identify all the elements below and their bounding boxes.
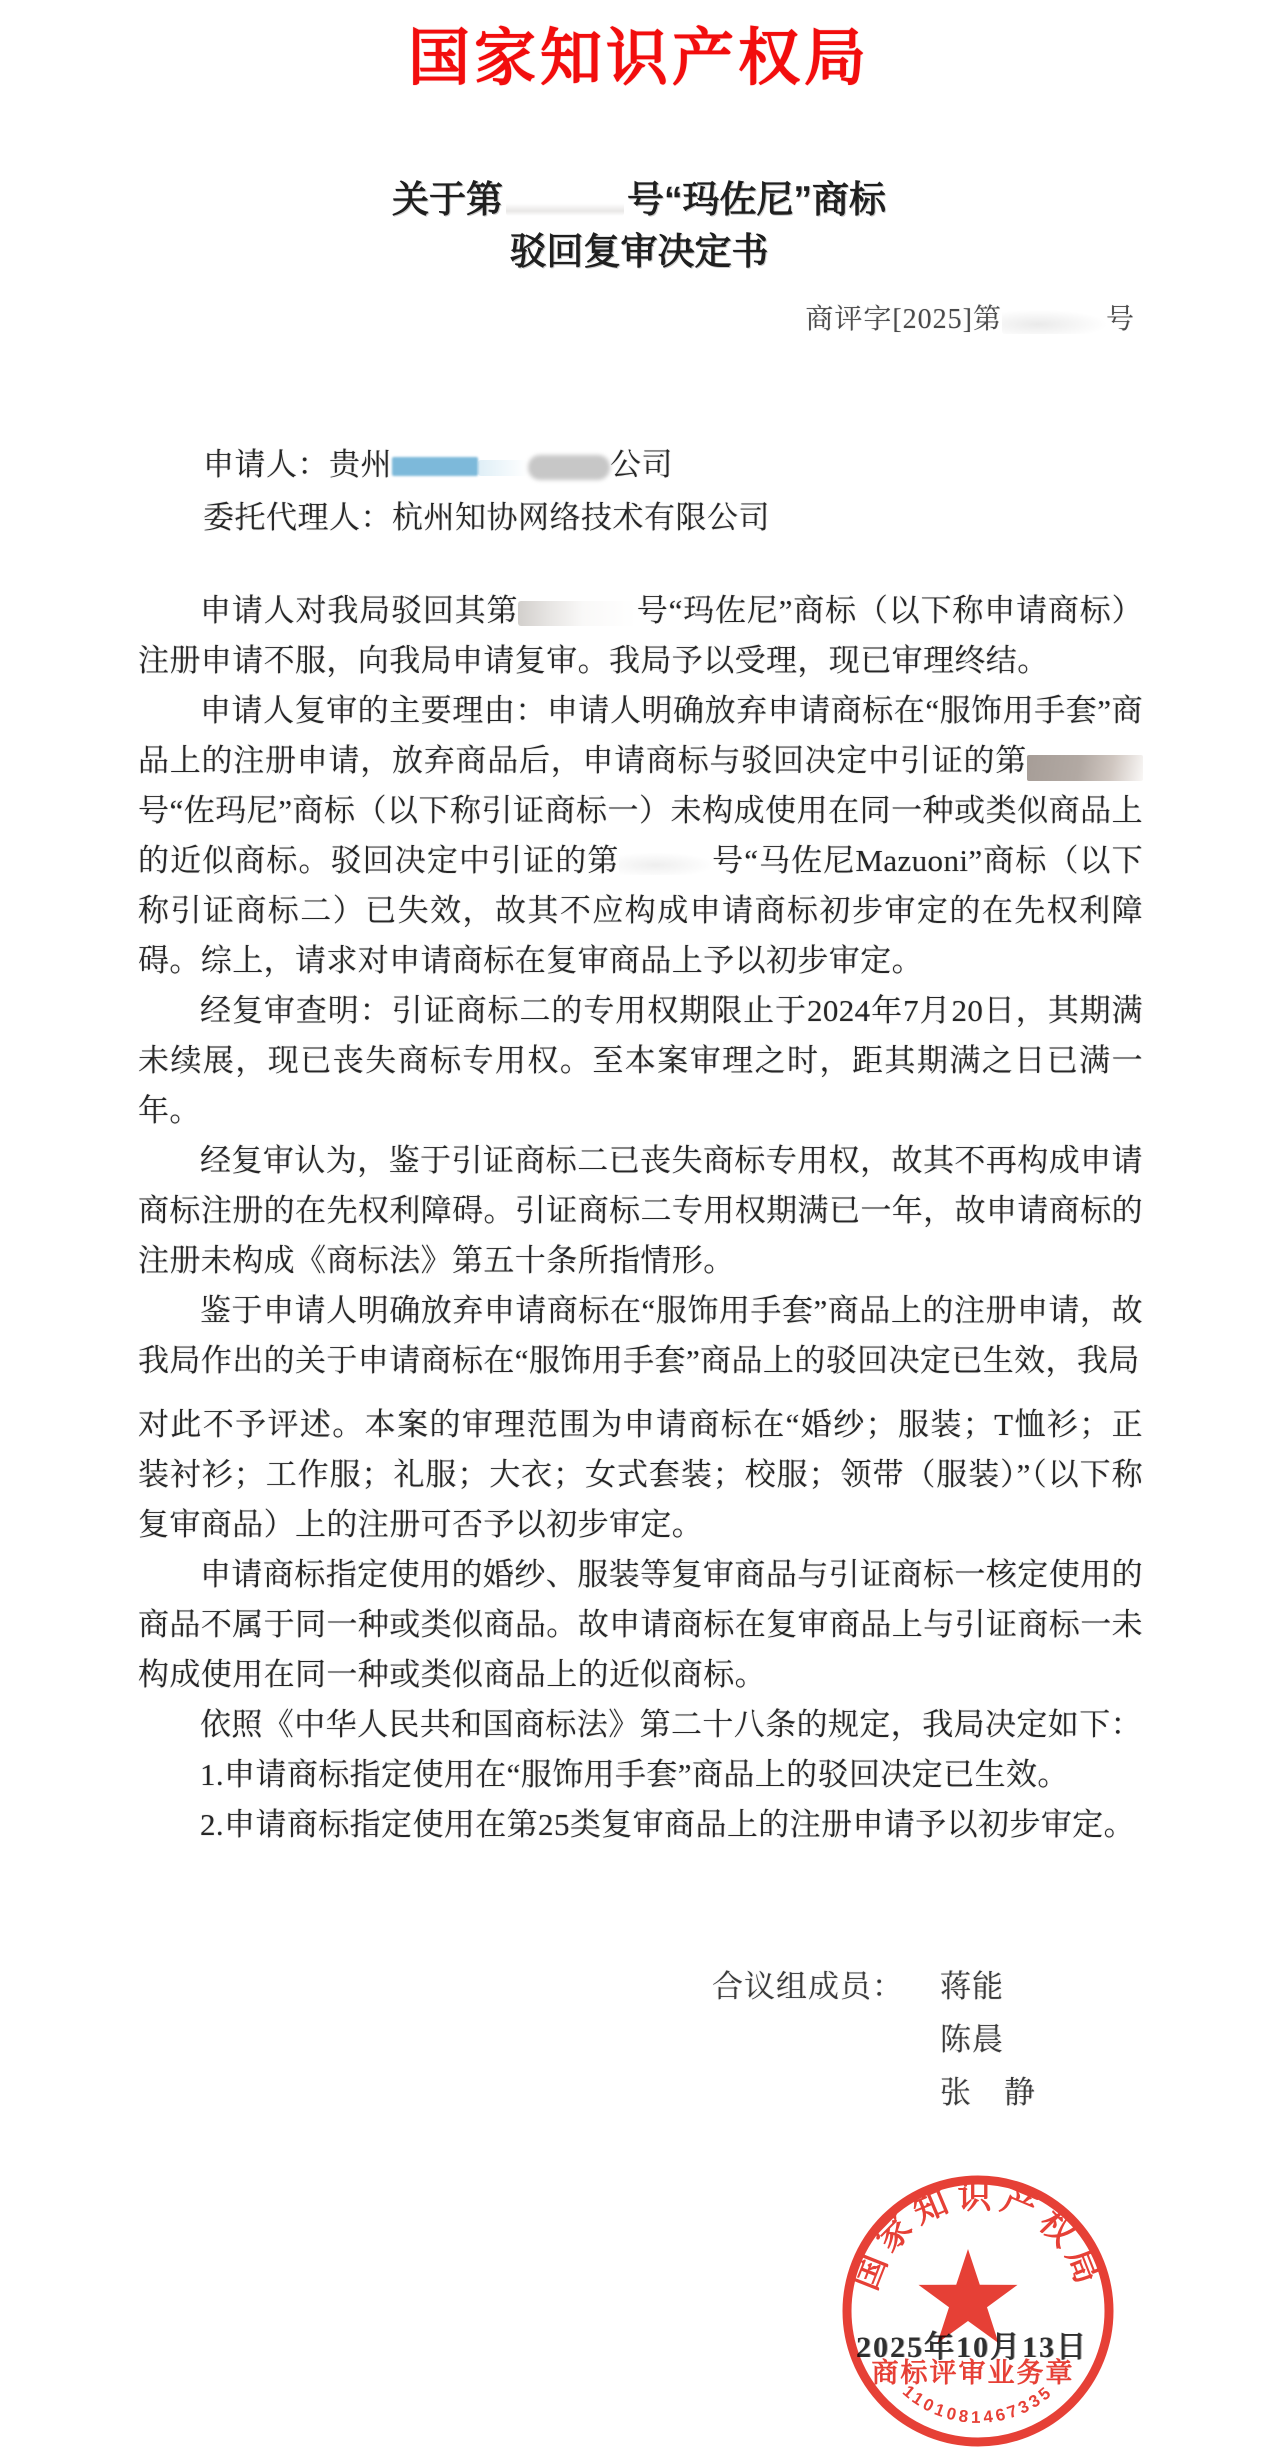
panel-member: 蒋能 [940, 1969, 1004, 2004]
agent-label: 委托代理人： [203, 500, 392, 535]
redaction-applicant-name-blue [392, 457, 478, 476]
paragraph-2-mid: 号“佐玛尼”商标（以下称引证商标一）未构成使用在同一种或类似商品上的近似商标。驳回决定中引证的第 [138, 793, 1143, 878]
parties-block [203, 438, 770, 544]
paragraph-2 [138, 686, 1143, 986]
agency-title: 国家知识产权局 [407, 24, 870, 93]
paragraph-5a: 鉴于申请人明确放弃申请商标在“服饰用手套”商品上的注册申请，故我局作出的关于申请商标在“服饰用手套”商品上的驳回决定已生效，我局 [138, 1293, 1143, 1378]
redaction-cited-mark1-number [1027, 755, 1143, 781]
decision-body [138, 586, 1143, 1850]
panel-signature-block [712, 1960, 1036, 2119]
decision-item-2: 2.申请商标指定使用在第25类复审商品上的注册申请予以初步审定。 [200, 1807, 1136, 1842]
applicant-name-post: 公司 [610, 447, 673, 482]
document-title-line2: 驳回复审决定书 [509, 231, 769, 272]
reference-number-post: 号 [1105, 304, 1135, 335]
paragraph-2-pre: 申请人复审的主要理由：申请人明确放弃申请商标在“服饰用手套”商品上的注册申请，放弃商品后，申请商标与驳回决定中引证的第 [138, 693, 1143, 778]
agent-name: 杭州知协网络技术有限公司 [392, 500, 770, 535]
applicant-line [203, 438, 770, 491]
paragraph-7: 依照《中华人民共和国商标法》第二十八条的规定，我局决定如下： [200, 1707, 1142, 1742]
paragraph-1 [138, 586, 1143, 686]
paragraph-5b: 对此不予评述。本案的审理范围为申请商标在“婚纱；服装；T恤衫；正装衬衫；工作服；礼服；大衣；女式套装；校服；领带（服装）”（以下称复审商品）上的注册可否予以初步审定。 [138, 1407, 1143, 1542]
paragraph-2-post: 号“马佐尼Mazuoni”商标（以下称引证商标二）已失效，故其不应构成申请商标初步审定的在先权利障碍。综上，请求对申请商标在复审商品上予以初步审定。 [138, 843, 1143, 978]
redaction-application-number [518, 601, 636, 626]
paragraph-4: 经复审认为，鉴于引证商标二已丧失商标专用权，故其不再构成申请商标注册的在先权利障碍。引证商标二专用权期满已一年，故申请商标的注册未构成《商标法》第五十条所指情形。 [138, 1143, 1143, 1278]
paragraph-3: 经复审查明：引证商标二的专用权期限止于2024年7月20日，其期满未续展，现已丧失商标专用权。至本案审理之时，距其期满之日已满一年。 [138, 993, 1143, 1128]
panel-member: 陈晨 [940, 2022, 1004, 2057]
paragraph-1-pre: 申请人对我局驳回其第 [200, 593, 519, 628]
decision-item-1: 1.申请商标指定使用在“服饰用手套”商品上的驳回决定已生效。 [200, 1757, 1069, 1792]
reference-number [805, 297, 1135, 337]
paragraph-1-post: 号“玛佐尼”商标（以下称申请商标）注册申请不服，向我局申请复审。我局予以受理，现已审理终结。 [138, 593, 1143, 678]
seal-ring-text: 国家知识产权局 [846, 2177, 1110, 2296]
applicant-name-pre: 贵州 [329, 447, 392, 482]
redaction-reference-number [1002, 310, 1106, 334]
panel-members-list [940, 1960, 1036, 2119]
agent-line [203, 491, 770, 544]
redaction-trademark-number [506, 188, 624, 216]
seal-serial-number: 1101081467335 [899, 2381, 1057, 2427]
panel-member: 张 静 [940, 2075, 1036, 2110]
paragraph-6: 申请商标指定使用的婚纱、服装等复审商品与引证商标一核定使用的商品不属于同一种或类似商品。故申请商标在复审商品上与引证商标一未构成使用在同一种或类似商品上的近似商标。 [138, 1557, 1143, 1692]
panel-members-label: 合议组成员： [712, 1969, 904, 2004]
official-seal [828, 2161, 1128, 2452]
reference-number-pre: 商评字[2025]第 [805, 304, 1002, 335]
document-title-line1-pre: 关于第 [392, 179, 503, 220]
redaction-cited-mark2-number [619, 853, 711, 875]
seal-name-text: 商标评审业务章 [871, 2358, 1075, 2388]
decision-date: 2025年10月13日 [856, 2331, 1088, 2364]
applicant-label: 申请人： [203, 447, 329, 482]
document-title-line1-post: 号“玛佐尼”商标 [627, 179, 886, 220]
document-title [0, 174, 1278, 278]
redaction-applicant-name-faint [478, 460, 528, 476]
redaction-applicant-name-gray [528, 455, 610, 480]
document-title-line1 [0, 174, 1278, 226]
